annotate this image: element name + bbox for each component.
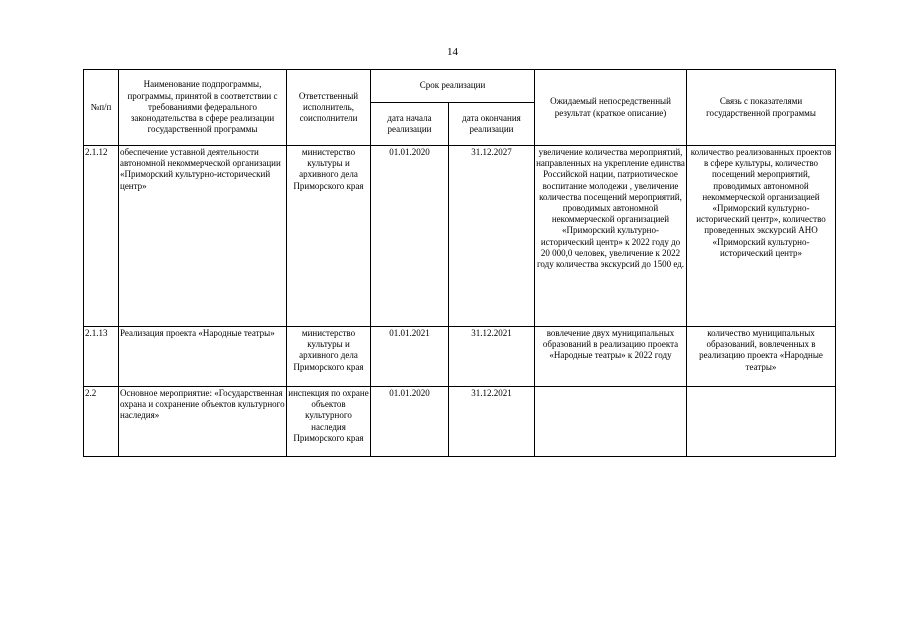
header-result: Ожидаемый непосредственный результат (краткое описание) bbox=[535, 70, 687, 146]
table-row bbox=[84, 146, 836, 327]
header-end: дата окончания реализации bbox=[449, 103, 535, 146]
cell-link: количество реализованных проектов в сфере культуры, количество посещений мероприятий, проводимых автономной некоммерческой организацией «Приморский культурно-исторический центр», количество проведенных экскурсий АНО «Приморский культурно-исторический центр» bbox=[687, 146, 836, 327]
program-table bbox=[83, 69, 836, 457]
cell-result bbox=[535, 387, 687, 457]
table-header-row bbox=[84, 70, 836, 103]
page-number: 14 bbox=[447, 46, 458, 58]
cell-num: 2.2 bbox=[84, 387, 119, 457]
table-row bbox=[84, 387, 836, 457]
cell-responsible: инспекция по охране объектов культурного наследия Приморского края bbox=[287, 387, 371, 457]
table-row bbox=[84, 327, 836, 387]
cell-result: вовлечение двух муниципальных образований в реализацию проекта «Народные театры» к 2022 году bbox=[535, 327, 687, 387]
cell-start: 01.01.2020 bbox=[371, 146, 449, 327]
cell-end: 31.12.2021 bbox=[449, 387, 535, 457]
cell-name: Реализация проекта «Народные театры» bbox=[119, 327, 287, 387]
cell-start: 01.01.2021 bbox=[371, 327, 449, 387]
cell-link bbox=[687, 387, 836, 457]
cell-start: 01.01.2020 bbox=[371, 387, 449, 457]
cell-responsible: министерство культуры и архивного дела Приморского края bbox=[287, 146, 371, 327]
cell-responsible: министерство культуры и архивного дела Приморского края bbox=[287, 327, 371, 387]
header-period: Срок реализации bbox=[371, 70, 535, 103]
cell-num: 2.1.12 bbox=[84, 146, 119, 327]
cell-end: 31.12.2027 bbox=[449, 146, 535, 327]
cell-result: увеличение количества мероприятий, направленных на укрепление единства Российской нации, патриотическое воспитание молодежи , увеличение количества посещений мероприятий, проводимых автономной некоммерческой организацией «Приморский культурно-исторический центр» к 2022 году до 20 000,0 человек, увеличение к 2022 году количества экскурсий до 1500 ед. bbox=[535, 146, 687, 327]
header-num: №п/п bbox=[84, 70, 119, 146]
header-name: Наименование подпрограммы, программы, принятой в соответствии с требованиями федерального законодательства в сфере реализации государственной программы bbox=[119, 70, 287, 146]
cell-name: Основное мероприятие: «Государственная охрана и сохранение объектов культурного наследия» bbox=[119, 387, 287, 457]
header-link: Связь с показателями государственной программы bbox=[687, 70, 836, 146]
cell-end: 31.12.2021 bbox=[449, 327, 535, 387]
cell-link: количество муниципальных образований, вовлеченных в реализацию проекта «Народные театры» bbox=[687, 327, 836, 387]
header-start: дата начала реализации bbox=[371, 103, 449, 146]
cell-name: обеспечение уставной деятельности автономной некоммерческой организации «Приморский культурно-исторический центр» bbox=[119, 146, 287, 327]
cell-num: 2.1.13 bbox=[84, 327, 119, 387]
header-responsible: Ответственный исполнитель, соисполнители bbox=[287, 70, 371, 146]
